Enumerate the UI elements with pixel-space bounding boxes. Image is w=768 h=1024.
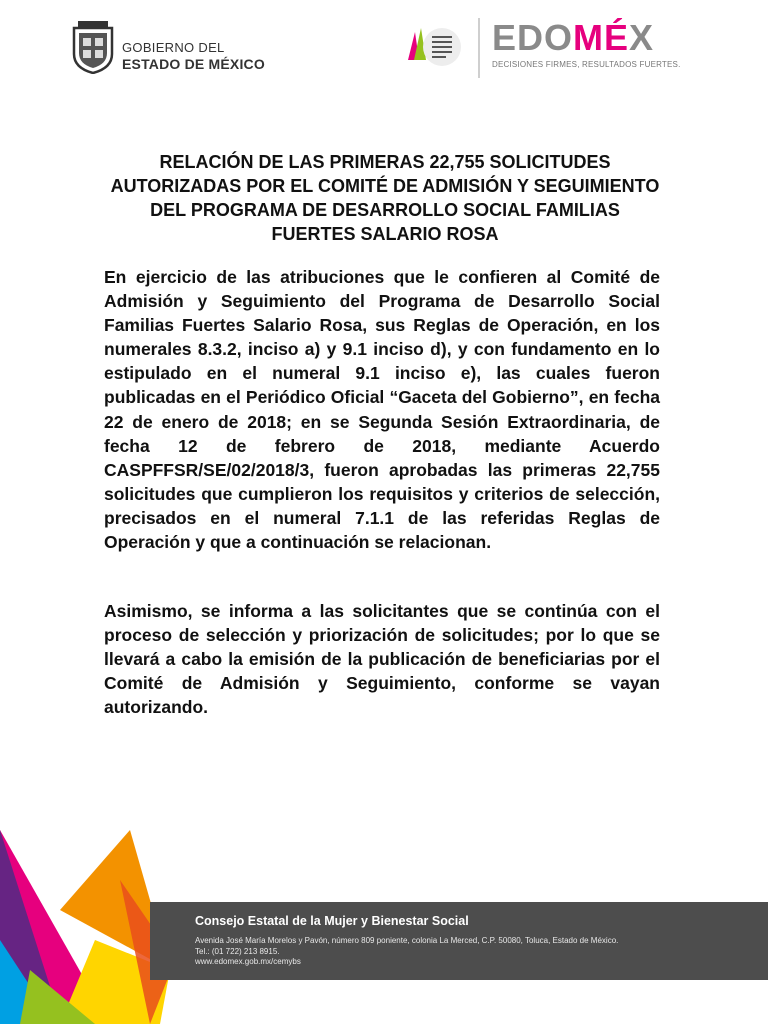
edomex-brand-logo bbox=[492, 18, 681, 69]
brand-wordmark bbox=[492, 18, 681, 58]
body-paragraph-2: Asimismo, se informa a las solicitantes que se continúa con el proceso de selección y priorización de solicitudes; por lo que se llevará a cabo la emisión de la publicación de beneficiarias por el Comité de Admisión y Seguimiento, conforme se vayan autorizando. bbox=[104, 601, 660, 718]
footer-contact bbox=[195, 936, 618, 968]
footer-address: Avenida José María Morelos y Pavón, número 809 poniente, colonia La Merced, C.P. 50080, Toluca, Estado de México. bbox=[195, 936, 619, 945]
gov-line-1: GOBIERNO DEL bbox=[122, 40, 225, 55]
page-header bbox=[0, 0, 768, 100]
footer-phone: Tel.: (01 722) 213 8915. bbox=[195, 946, 280, 956]
gov-line-2: ESTADO DE MÉXICO bbox=[122, 56, 265, 72]
state-government-wordmark bbox=[122, 40, 265, 72]
brand-highlight: MÉ bbox=[573, 17, 630, 58]
brand-suffix: X bbox=[629, 17, 655, 58]
header-divider bbox=[478, 18, 480, 78]
body-paragraph-1: En ejercicio de las atribuciones que le confieren al Comité de Admisión y Seguimiento del Programa de Desarrollo Social Familias Fuertes Salario Rosa, sus Reglas de Operación, en los numerales 8.3.2, inciso a) y 9.1 inciso d), y con fundamento en lo estipulado en el numeral 9.1 inciso e), las cuales fueron publicadas en el Periódico Oficial “Gaceta del Gobierno”, en fecha 22 de enero de 2018; en se Segunda Sesión Extraordinaria, de fecha 12 de febrero de 2018, mediante Acuerdo CASPFFSR/SE/02/2018/3, fueron aprobadas las primeras 22,755 solicitudes que cumplieron los requisitos y criterios de selección, precisados en el numeral 7.1.1 de las referidas Reglas de Operación y que a continuación se relacionan. bbox=[104, 267, 660, 553]
state-coat-of-arms-logo bbox=[68, 20, 118, 74]
brand-prefix: EDO bbox=[492, 17, 574, 58]
brand-tagline: DECISIONES FIRMES, RESULTADOS FUERTES. bbox=[492, 60, 681, 69]
page-footer bbox=[0, 820, 768, 1024]
document-title: RELACIÓN DE LAS PRIMERAS 22,755 SOLICITUDES AUTORIZADAS POR EL COMITÉ DE ADMISIÓN Y SEGUIMIENTO DEL PROGRAMA DE DESARROLLO SOCIAL FAMILIAS FUERTES SALARIO ROSA bbox=[110, 152, 660, 244]
council-logo bbox=[405, 24, 463, 70]
footer-website-link[interactable]: www.edomex.gob.mx/cemybs bbox=[195, 957, 301, 966]
footer-organization: Consejo Estatal de la Mujer y Bienestar Social bbox=[195, 914, 469, 928]
